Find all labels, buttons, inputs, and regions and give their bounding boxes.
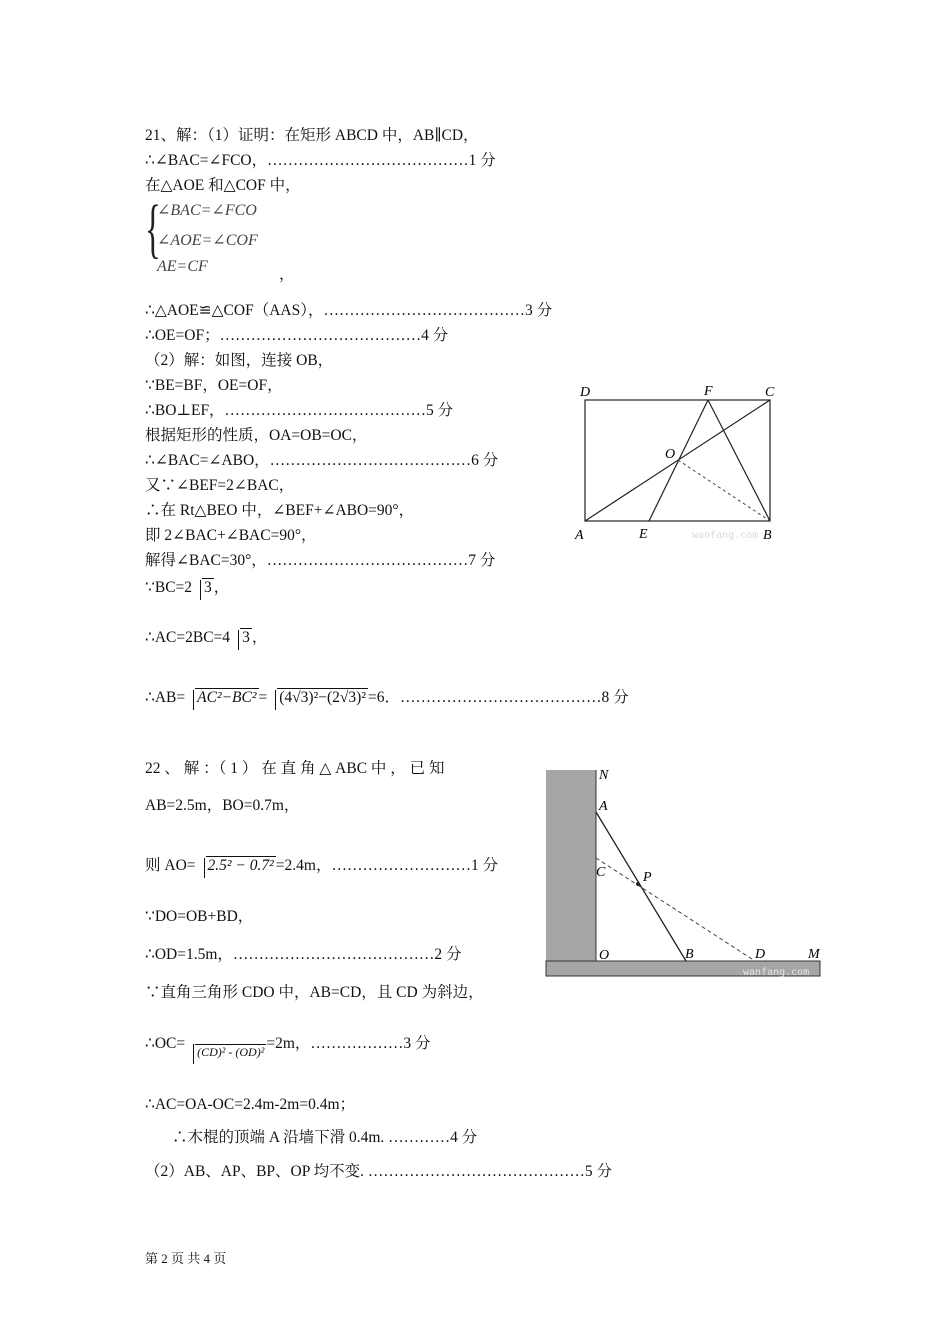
ladder-figure bbox=[540, 760, 830, 985]
q21-line-16 bbox=[145, 628, 267, 648]
q21-line-6: （2）解：如图，连接 OB， bbox=[145, 352, 334, 369]
ab-equals: = bbox=[258, 689, 268, 706]
label-f: F bbox=[704, 384, 713, 399]
q21-line-2: ∴∠BAC=∠FCO，…………………………………1 分 bbox=[145, 152, 496, 169]
q22-line-3 bbox=[145, 856, 498, 876]
q22-line-10: （2）AB、AP、BP、OP 均不变. ……………………………………5 分 bbox=[145, 1163, 613, 1180]
q21-line-4: ∴△AOE≌△COF（AAS），…………………………………3 分 bbox=[145, 302, 553, 319]
q21-line-5: ∴OE=OF；…………………………………4 分 bbox=[145, 327, 449, 344]
equation-system bbox=[145, 192, 305, 283]
q21-line-14: 解得∠BAC=30°，…………………………………7 分 bbox=[145, 552, 496, 569]
sqrt-oc: (CD)² - (OD)² bbox=[185, 1042, 266, 1062]
label-a: A bbox=[599, 799, 608, 814]
sqrt-3-a: 3 bbox=[192, 578, 214, 598]
bc-prefix: ∵BC=2 bbox=[145, 579, 193, 596]
ab-result: =6．…………………………………8 分 bbox=[367, 689, 629, 706]
q21-line-12: ∴在 Rt△BEO 中，∠BEF+∠ABO=90°， bbox=[145, 502, 415, 519]
label-o: O bbox=[665, 447, 676, 462]
q21-line-9: 根据矩形的性质，OA=OB=OC， bbox=[145, 427, 368, 444]
watermark: wanfang.com bbox=[692, 530, 759, 541]
label-e: E bbox=[639, 527, 648, 542]
ab-prefix: ∴AB= bbox=[145, 689, 186, 706]
q21-line-11: 又∵∠BEF=2∠BAC， bbox=[145, 477, 295, 494]
ac-prefix: ∴AC=2BC=4 bbox=[145, 629, 231, 646]
q22-line-4: ∵DO=OB+BD， bbox=[145, 908, 254, 925]
q21-line-15 bbox=[145, 578, 229, 598]
oc-result: =2m，………………3 分 bbox=[266, 1035, 431, 1052]
label-d: D bbox=[580, 385, 591, 400]
oc-prefix: ∴OC= bbox=[145, 1035, 186, 1052]
system-eq-1: ∠BAC=∠FCO bbox=[157, 202, 257, 219]
q22-line-8: ∴AC=OA-OC=2.4m-2m=0.4m； bbox=[145, 1096, 356, 1113]
q21-line-13: 即 2∠BAC+∠BAC=90°， bbox=[145, 527, 317, 544]
label-a: A bbox=[575, 528, 584, 543]
q22-line-2: AB=2.5m，BO=0.7m， bbox=[145, 797, 300, 814]
sqrt-ac-bc: AC²−BC² bbox=[185, 688, 258, 708]
q22-line-5: ∴OD=1.5m，…………………………………2 分 bbox=[145, 946, 462, 963]
rectangle-figure bbox=[570, 378, 790, 548]
bc-suffix: ， bbox=[213, 579, 230, 596]
q21-line-1: 21、解：（1）证明：在矩形 ABCD 中，AB∥CD， bbox=[145, 127, 479, 144]
sqrt-numeric: (4√3)²−(2√3)² bbox=[267, 688, 368, 708]
label-n: N bbox=[599, 768, 609, 783]
q21-line-3: 在△AOE 和△COF 中， bbox=[145, 177, 301, 194]
q22-line-6: ∵直角三角形 CDO 中，AB=CD，且 CD 为斜边， bbox=[145, 984, 484, 1001]
sqrt-3-b: 3 bbox=[230, 628, 252, 648]
brace-symbol: { bbox=[145, 192, 161, 265]
q22-line-7 bbox=[145, 1034, 431, 1062]
sqrt-ao: 2.5² − 0.7² bbox=[196, 856, 276, 876]
ac-suffix: ， bbox=[251, 629, 268, 646]
label-d: D bbox=[755, 947, 766, 962]
ao-result: =2.4m，………………………1 分 bbox=[275, 857, 499, 874]
label-m: M bbox=[808, 947, 820, 962]
page-footer: 第 2 页 共 4 页 bbox=[145, 1251, 227, 1266]
q22-line-9: ∴木棍的顶端 A 沿墙下滑 0.4m. …………4 分 bbox=[172, 1129, 478, 1146]
system-tail: ， bbox=[279, 266, 295, 283]
q22-line-1: 22 、 解 ：（ 1 ） 在 直 角 △ ABC 中 ， 已 知 bbox=[145, 760, 445, 777]
q21-line-10: ∴∠BAC=∠ABO，…………………………………6 分 bbox=[145, 452, 499, 469]
watermark: wanfang.com bbox=[743, 967, 810, 978]
label-b: B bbox=[685, 947, 694, 962]
system-eq-2: ∠AOE=∠COF bbox=[157, 232, 258, 249]
system-eq-3: AE=CF bbox=[157, 258, 208, 275]
label-c: C bbox=[596, 865, 606, 880]
label-o: O bbox=[599, 948, 610, 963]
q21-line-8: ∴BO⊥EF，…………………………………5 分 bbox=[145, 402, 454, 419]
label-c: C bbox=[765, 385, 775, 400]
q21-line-17 bbox=[145, 688, 629, 708]
ao-prefix: 则 AO= bbox=[145, 857, 196, 874]
q21-line-7: ∵BE=BF，OE=OF， bbox=[145, 377, 283, 394]
label-b: B bbox=[763, 528, 772, 543]
label-p: P bbox=[643, 870, 652, 885]
